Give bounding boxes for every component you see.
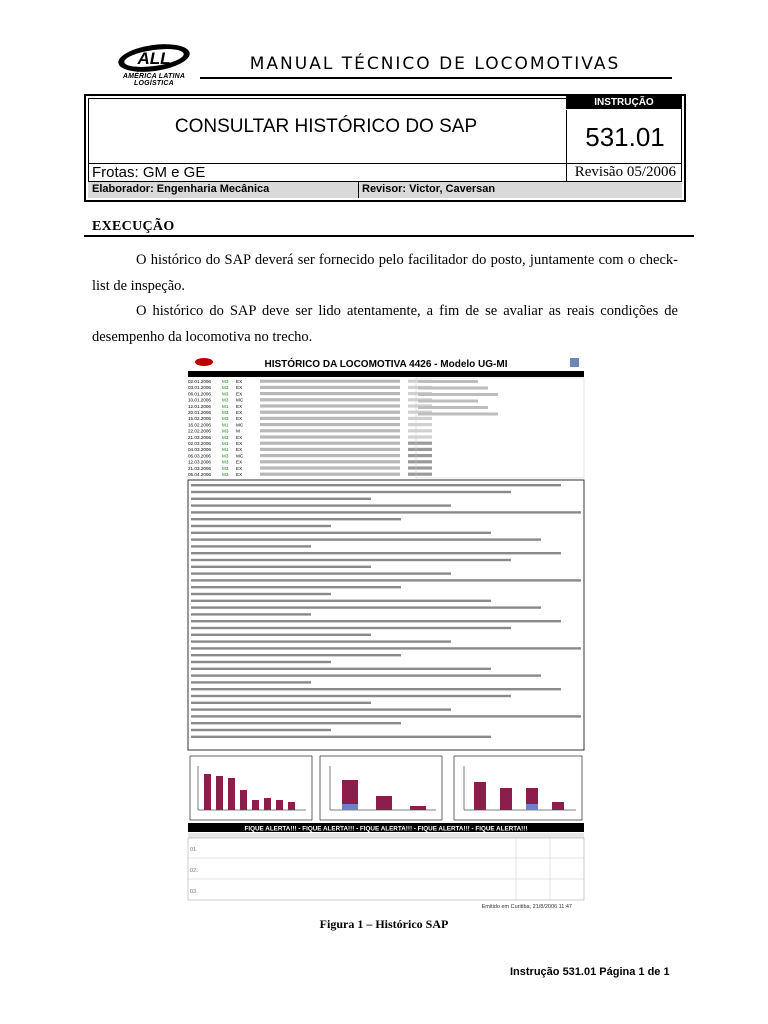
- svg-text:ALL: ALL: [137, 49, 171, 68]
- note-row-2: 02.: [190, 868, 198, 874]
- figure-row-type: EX: [236, 472, 243, 477]
- figure-row-date: 15.02.2006: [188, 416, 211, 422]
- frotas: Frotas: GM e GE: [92, 164, 206, 181]
- figure-row-date: 12.01.2006: [188, 403, 211, 409]
- figure-row-code: M3: [222, 453, 229, 459]
- note-row-1: 01.: [190, 847, 198, 853]
- figure-logo: [195, 358, 213, 366]
- section-divider: [84, 235, 694, 237]
- figure-row-code: M1: [222, 447, 229, 453]
- figure-row-type: EX: [236, 459, 243, 465]
- figure-table-header: [188, 371, 584, 377]
- figure-row-code: M3: [222, 410, 229, 415]
- figure-row-date: 06.01.2006: [188, 391, 211, 397]
- figure-row-code: M3: [222, 416, 229, 422]
- paragraph-1: O histórico do SAP deverá ser fornecido pelo facilitador do posto, juntamente com o check-list de inspeção.: [92, 252, 678, 294]
- page-footer: Instrução 531.01 Página 1 de 1: [510, 966, 670, 978]
- figure-row-type: MC: [236, 422, 244, 428]
- figure-row-code: M1: [222, 403, 229, 409]
- figure-row-type: EX: [236, 391, 243, 397]
- figure-row-code: M3: [222, 397, 229, 403]
- figure-row-type: EX: [236, 465, 243, 471]
- figure-row-code: M3: [222, 434, 229, 440]
- figure-row-code: M3: [222, 391, 229, 397]
- authors-divider: [358, 182, 359, 198]
- header-divider: [200, 77, 672, 79]
- figure-title: HISTÓRICO DA LOCOMOTIVA 4426 - Modelo UG-MI: [264, 359, 508, 370]
- figure-row-code: M3: [222, 379, 229, 384]
- figure-row-type: EX: [236, 447, 243, 453]
- figure-row-code: M3: [222, 459, 229, 465]
- figure-caption: Figura 1 – Histórico SAP: [319, 917, 449, 931]
- figure-row-type: EX: [236, 416, 243, 422]
- figure-row-date: 21.03.2006: [188, 434, 211, 440]
- figure-row-code: M3: [222, 428, 229, 434]
- figure-row-type: EX: [236, 441, 243, 446]
- figure-row-code: M3: [222, 465, 229, 471]
- figure-row-date: 21.03.2006: [188, 465, 211, 471]
- document-title: CONSULTAR HISTÓRICO DO SAP: [174, 116, 478, 137]
- figure-row-date: 05.04.2006: [188, 472, 211, 477]
- figure-row-date: 03.01.2006: [188, 385, 211, 391]
- figure-row-type: EX: [236, 385, 243, 391]
- paragraph-2: O histórico do SAP deve ser lido atentamente, a fim de se avaliar as reais condições de desempenho da locomotiva no trecho.: [92, 303, 678, 345]
- figure-emitted: Emitido em Curitiba, 21/8/2006 11:47: [481, 904, 572, 910]
- sap-history-figure: [186, 352, 586, 910]
- elaborador: Elaborador: Engenharia Mecânica: [92, 183, 270, 195]
- logo-subtitle: AMÉRICA LATINA LOGÍSTICA: [122, 73, 186, 87]
- figure-row-type: MC: [236, 453, 244, 459]
- instrucao-label: INSTRUÇÃO: [566, 96, 682, 109]
- figure-row-date: 10.01.2006: [188, 397, 211, 403]
- figure-row-date: 22.02.2006: [188, 428, 211, 434]
- figure-row-type: EX: [236, 403, 243, 409]
- instrucao-number: 531.01: [566, 110, 683, 164]
- figure-row-date: 12.03.2006: [188, 459, 211, 465]
- section-title: EXECUÇÃO: [92, 219, 175, 234]
- figure-row-type: MC: [236, 397, 244, 403]
- revisor: Revisor: Victor, Caversan: [362, 183, 496, 195]
- figure-row-date: 16.02.2006: [188, 422, 211, 428]
- figure-row-date: 02.03.2006: [188, 441, 211, 446]
- figure-print-icon: [570, 358, 579, 367]
- figure-row-type: M: [236, 428, 240, 434]
- figure-row-date: 02.01.2006: [188, 379, 211, 384]
- revisao: Revisão 05/2006: [566, 164, 682, 181]
- manual-title: MANUAL TÉCNICO DE LOCOMOTIVAS: [249, 54, 621, 74]
- figure-alert-text: FIQUE ALERTA!!! - FIQUE ALERTA!!! - FIQUE ALERTA!!! - FIQUE ALERTA!!! - FIQUE ALERTA!!!: [244, 825, 528, 833]
- figure-row-type: EX: [236, 434, 243, 440]
- figure-row-code: M1: [222, 422, 229, 428]
- note-row-3: 03.: [190, 889, 198, 895]
- figure-row-date: 04.03.2006: [188, 447, 211, 453]
- figure-row-code: M3: [222, 385, 229, 391]
- figure-row-type: EX: [236, 379, 243, 384]
- figure-row-date: 06.03.2006: [188, 453, 211, 459]
- figure-row-date: 20.01.2006: [188, 410, 211, 415]
- figure-row-code: M3: [222, 472, 229, 477]
- figure-row-type: EX: [236, 410, 243, 415]
- figure-row-code: M1: [222, 441, 229, 446]
